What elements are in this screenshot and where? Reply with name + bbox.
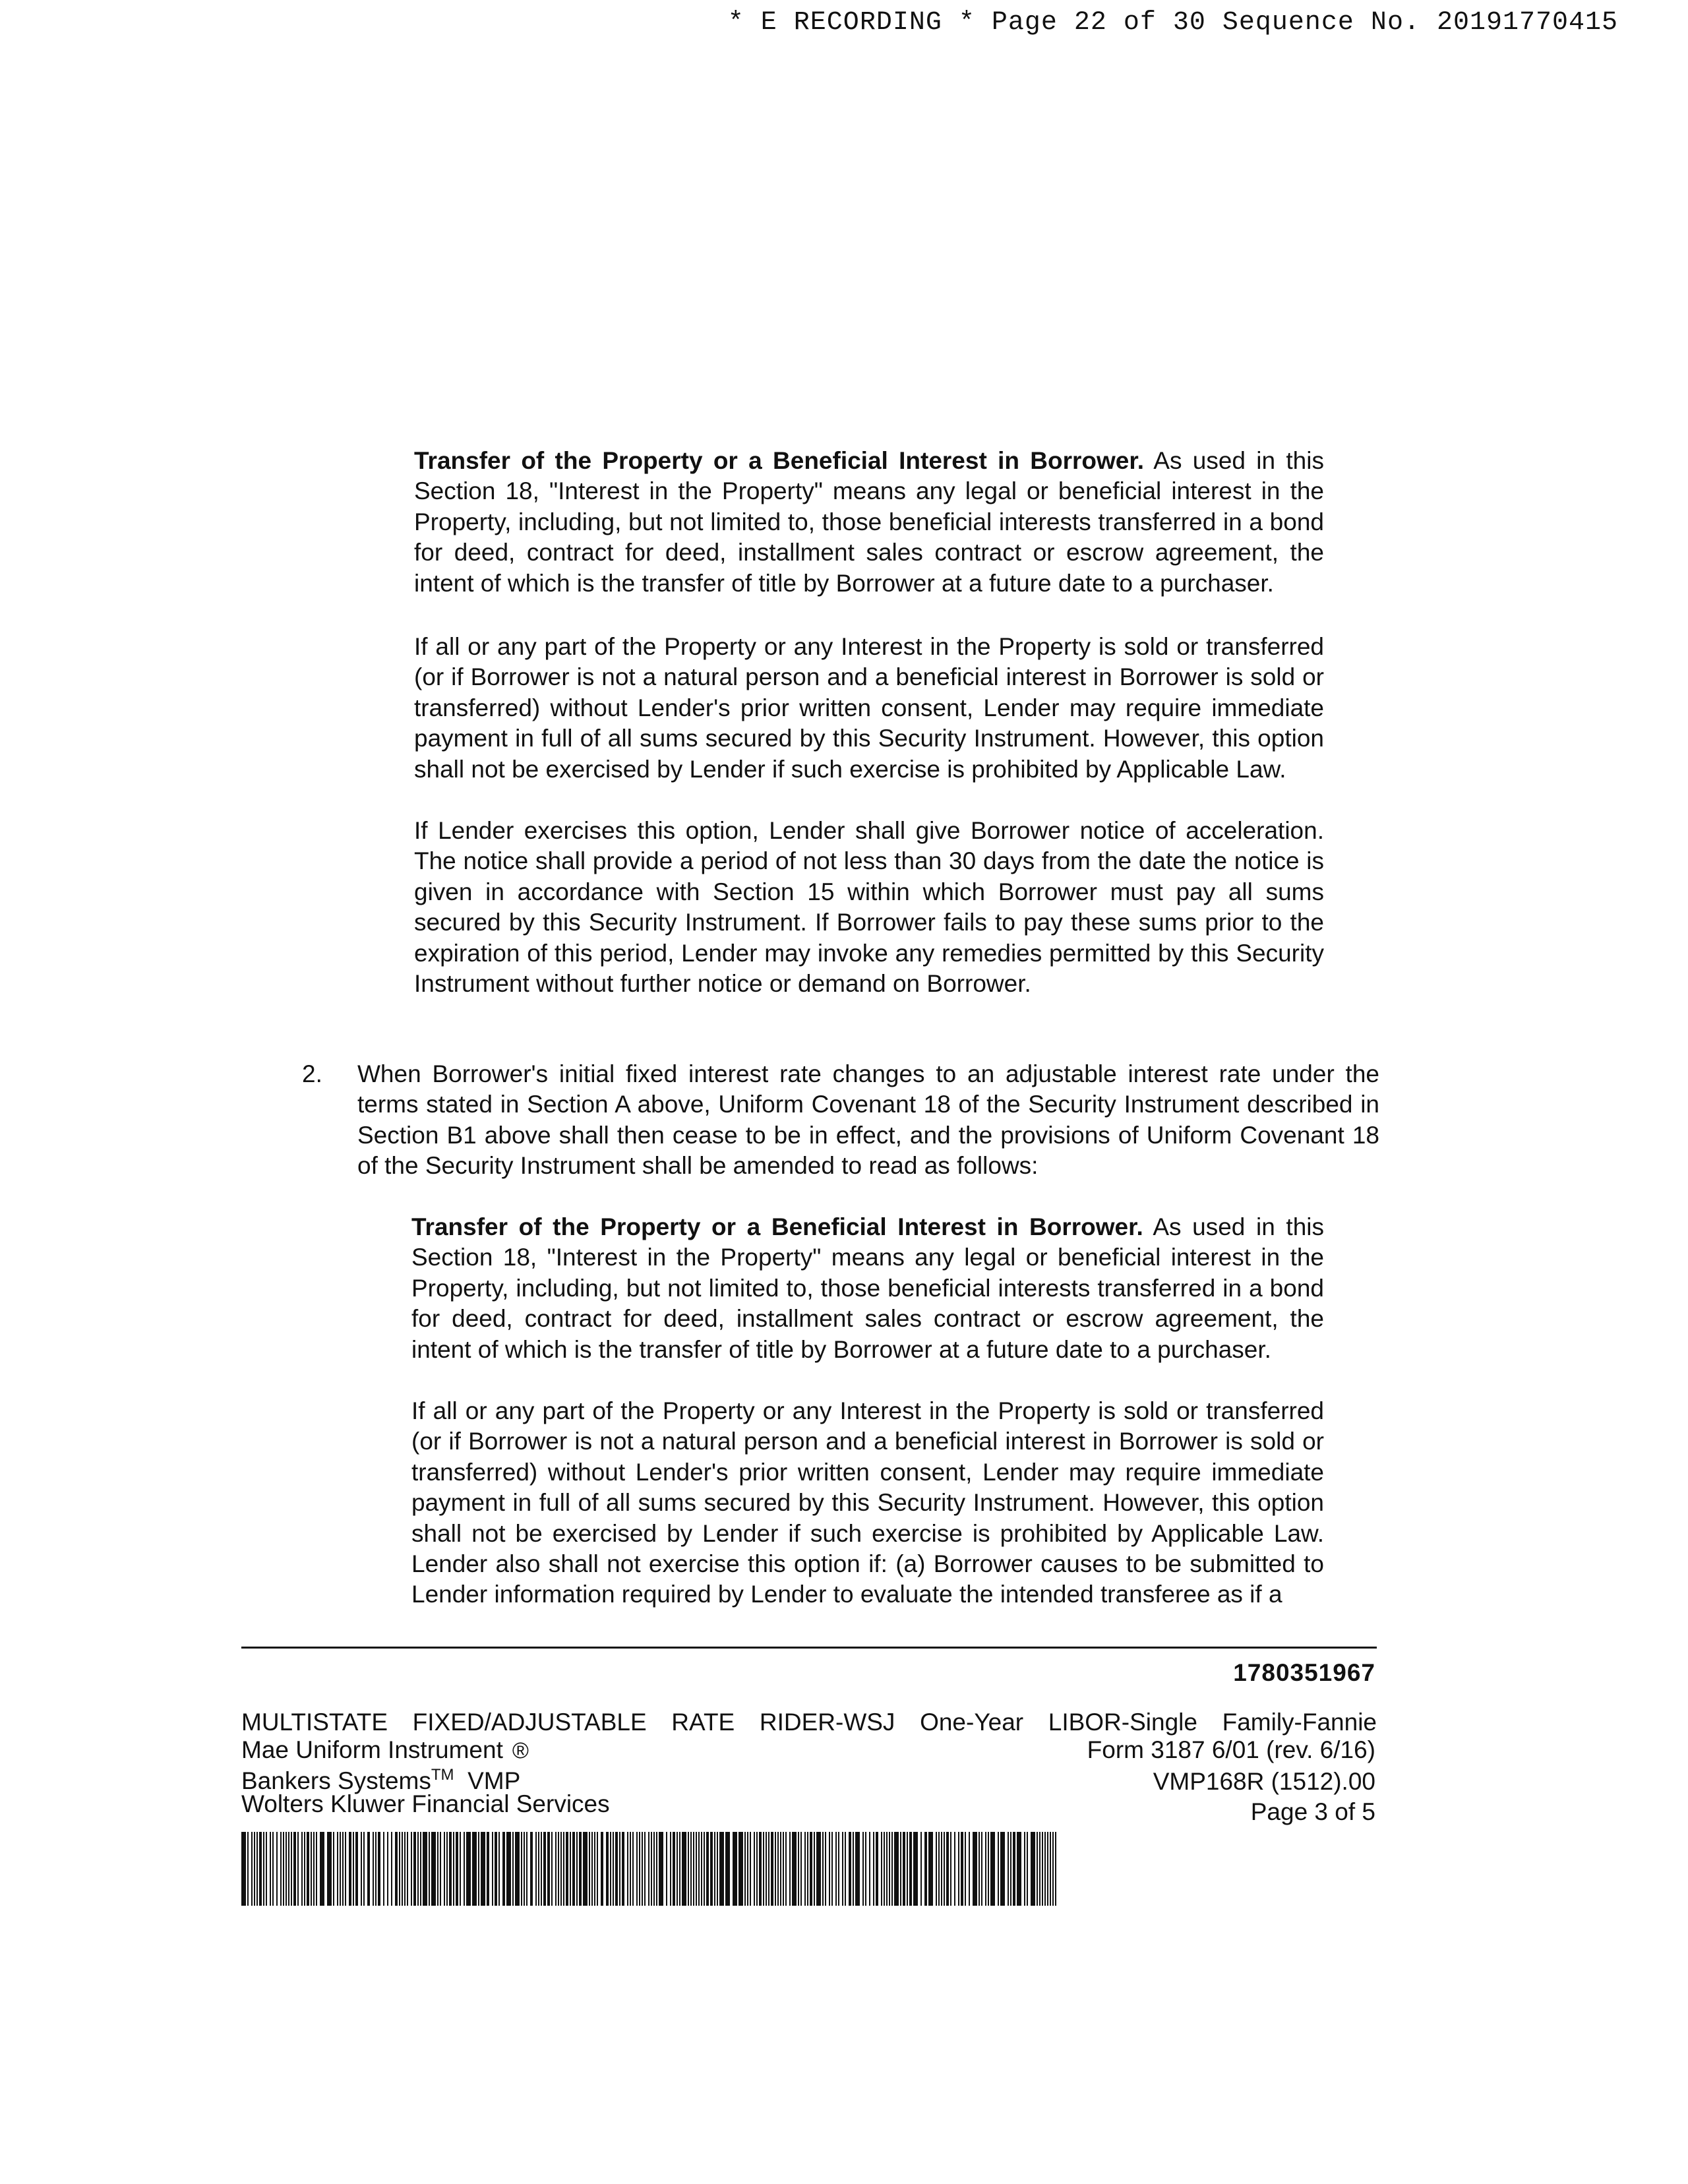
bankers-name: Bankers Systems [241,1767,431,1794]
form-title: MULTISTATE FIXED/ADJUSTABLE RATE RIDER-WSJ One-Year LIBOR-Single Family-Fannie [241,1709,1377,1736]
barcode-icon [241,1832,1059,1906]
bankers-line [241,1762,520,1794]
publisher-name: Wolters Kluwer Financial Services [241,1790,610,1817]
transfer-paragraph-1 [414,446,1324,599]
trademark-mark: TM [431,1766,454,1784]
transfer-heading: Transfer of the Property or a Beneficial Interest in Borrower. [414,447,1144,474]
item-2-intro: When Borrower's initial fixed interest rate changes to an adjustable interest rate under the terms stated in Section A above, Uniform Covenant 18 of the Security Instrument described in Section B1 above shall then cease to be in effect, and the provisions of Uniform Covenant 18 of the Security Instrument shall be amended to read as follows: [357,1060,1379,1180]
acceleration-paragraph: If Lender exercises this option, Lender shall give Borrower notice of acceleration. The notice shall provide a period of not less than 30 days from the date the notice is given in accordance with Section 15 within which Borrower must pay all sums secured by this Security Instrument. If Borrower fails to pay these sums prior to the expiration of this period, Lender may invoke any remedies permitted by this Security Instrument without further notice or demand on Borrower. [414,817,1324,998]
item-number: 2. [302,1060,322,1087]
footer-divider [241,1647,1377,1649]
transfer-paragraph-2: If all or any part of the Property or any Interest in the Property is sold or transferred (or if Borrower is not a natural person and a beneficial interest in Borrower is sold or transferred) without Lender's prior written consent, Lender may require immediate payment in full of all sums secured by this Security Instrument. However, this option shall not be exercised by Lender if such exercise is prohibited by Applicable Law. [414,633,1324,783]
amended-transfer-heading: Transfer of the Property or a Beneficial Interest in Borrower. [411,1213,1143,1240]
amended-transfer-paragraph-2: If all or any part of the Property or any Interest in the Property is sold or transferred (or if Borrower is not a natural person and a beneficial interest in Borrower is sold or transferred) without Lender's prior written consent, Lender may require immediate payment in full of all sums secured by this Security Instrument. However, this option shall not be exercised by Lender if such exercise is prohibited by Applicable Law. Lender also shall not exercise this option if: (a) Borrower causes to be submitted to Lender information required by Lender to evaluate the intended transferee as if a [411,1397,1324,1608]
loan-number: 1780351967 [1233,1659,1375,1686]
amended-transfer-paragraph-1 [411,1212,1324,1365]
vmp-code: VMP168R (1512).00 [1153,1768,1375,1795]
recording-stamp: * E RECORDING * Page 22 of 30 Sequence No. 20191770415 [727,8,1618,38]
instrument-line [241,1737,529,1764]
transfer-definition-text: As used in this Section 18, "Interest in the Property" means any legal or beneficial interest in the Property, including, but not limited to, those beneficial interests transferred in a bond for deed, contract for deed, installment sales contract or escrow agreement, the intent of which is the transfer of title by Borrower at a future date to a purchaser. [414,447,1324,597]
instrument-text: Mae Uniform Instrument [241,1736,503,1763]
form-number: Form 3187 6/01 (rev. 6/16) [1087,1736,1375,1763]
amended-definition-text: As used in this Section 18, "Interest in the Property" means any legal or beneficial interest in the Property, including, but not limited to, those beneficial interests transferred in a bond for deed, contract for deed, installment sales contract or escrow agreement, the intent of which is the transfer of title by Borrower at a future date to a purchaser. [411,1213,1324,1363]
vmp-label: VMP [454,1767,521,1794]
registered-mark-icon: ® [512,1738,529,1763]
page-number: Page 3 of 5 [1250,1798,1375,1825]
